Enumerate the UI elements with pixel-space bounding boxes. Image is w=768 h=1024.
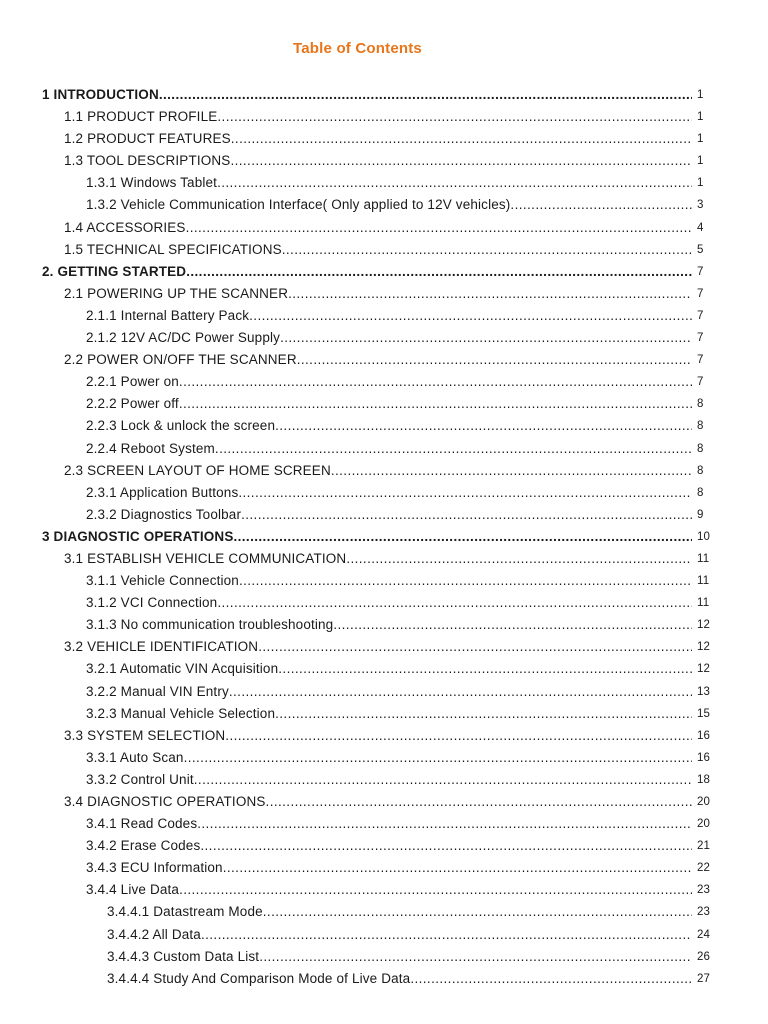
toc-entry-label: 2.1 POWERING UP THE SCANNER — [64, 285, 289, 301]
toc-page-number: 15 — [697, 707, 711, 720]
table-of-contents — [0, 84, 768, 990]
toc-entry[interactable] — [0, 482, 768, 504]
toc-entry[interactable] — [0, 791, 768, 813]
toc-entry-label: 3.4.3 ECU Information — [86, 860, 223, 876]
dot-leader — [179, 879, 692, 901]
dot-leader — [331, 460, 692, 482]
toc-entry[interactable] — [0, 150, 768, 172]
toc-entry[interactable] — [0, 835, 768, 857]
dot-leader — [179, 371, 692, 393]
dot-leader — [238, 482, 692, 504]
dot-leader — [510, 194, 692, 216]
toc-page-number: 26 — [697, 950, 711, 963]
toc-entry-text — [64, 725, 692, 747]
toc-entry[interactable] — [0, 614, 768, 636]
toc-entry-text — [86, 570, 692, 592]
dot-leader — [186, 217, 692, 239]
toc-page-number: 1 — [697, 89, 704, 101]
toc-entry[interactable] — [0, 857, 768, 879]
toc-page-number: 1 — [697, 177, 704, 190]
toc-entry-label: 2.2.2 Power off — [86, 396, 179, 412]
toc-entry[interactable] — [0, 879, 768, 901]
toc-page-number: 1 — [697, 133, 704, 146]
toc-entry-label: 3.4.4.4 Study And Comparison Mode of Live Data — [107, 970, 411, 986]
toc-page-number: 10 — [697, 530, 711, 543]
toc-entry[interactable] — [0, 393, 768, 415]
toc-page-number: 7 — [697, 287, 704, 300]
toc-page-number: 7 — [697, 265, 704, 278]
toc-page-number: 11 — [697, 575, 710, 588]
toc-page-number: 8 — [697, 398, 704, 411]
toc-entry[interactable] — [0, 438, 768, 460]
toc-page-number: 1 — [697, 155, 704, 168]
dot-leader — [197, 813, 692, 835]
toc-entry-label: 3.4.4.3 Custom Data List — [107, 948, 260, 964]
dot-leader — [282, 239, 692, 261]
toc-entry-label: 1.5 TECHNICAL SPECIFICATIONS — [64, 241, 282, 257]
toc-page-number: 8 — [697, 442, 704, 455]
toc-entry-text — [64, 239, 692, 261]
toc-entry-text — [86, 482, 692, 504]
toc-entry-text — [64, 283, 692, 305]
dot-leader — [410, 968, 692, 990]
toc-entry-text — [86, 194, 692, 216]
toc-entry[interactable] — [0, 283, 768, 305]
toc-entry-label: 3.2.3 Manual Vehicle Selection — [86, 705, 276, 721]
toc-entry-label: 2.3 SCREEN LAYOUT OF HOME SCREEN — [64, 462, 331, 478]
toc-entry-label: 3.2.1 Automatic VIN Acquisition — [86, 661, 279, 677]
dot-leader — [201, 924, 692, 946]
toc-entry[interactable] — [0, 349, 768, 371]
toc-entry-label: 2.2 POWER ON/OFF THE SCANNER — [64, 352, 297, 368]
dot-leader — [223, 857, 692, 879]
toc-entry-text — [86, 681, 692, 703]
dot-leader — [215, 438, 692, 460]
toc-entry-text — [86, 703, 692, 725]
toc-entry-text — [86, 504, 692, 526]
toc-entry[interactable] — [0, 172, 768, 194]
toc-page-number: 7 — [697, 332, 704, 345]
dot-leader — [186, 261, 692, 283]
dot-leader — [217, 592, 692, 614]
toc-entry[interactable] — [0, 415, 768, 437]
toc-entry[interactable] — [0, 901, 768, 923]
toc-entry[interactable] — [0, 725, 768, 747]
dot-leader — [233, 526, 692, 548]
toc-entry[interactable] — [0, 636, 768, 658]
toc-page-number: 12 — [697, 641, 711, 654]
toc-entry-text — [86, 327, 692, 349]
toc-entry-text — [42, 84, 692, 106]
dot-leader — [159, 84, 692, 106]
toc-entry-label: 2.2.4 Reboot System — [86, 440, 215, 456]
toc-entry-label: 3.4.4 Live Data — [86, 882, 180, 898]
toc-entry-text — [64, 217, 692, 239]
toc-entry-label: 2. GETTING STARTED — [42, 263, 187, 279]
toc-entry[interactable] — [0, 769, 768, 791]
toc-entry-label: 2.2.3 Lock & unlock the screen — [86, 418, 276, 434]
toc-entry-text — [86, 769, 692, 791]
toc-entry[interactable] — [0, 261, 768, 283]
toc-page-number: 13 — [697, 685, 711, 698]
toc-page-number: 7 — [697, 376, 704, 389]
dot-leader — [194, 769, 692, 791]
toc-entry-label: 1 INTRODUCTION — [42, 87, 159, 102]
toc-entry-label: 1.1 PRODUCT PROFILE — [64, 109, 218, 125]
dot-leader — [280, 327, 692, 349]
toc-entry-text — [86, 857, 692, 879]
dot-leader — [278, 658, 692, 680]
toc-entry-text — [42, 526, 692, 548]
dot-leader — [217, 106, 692, 128]
toc-entry[interactable] — [0, 570, 768, 592]
toc-entry-text — [107, 968, 692, 990]
toc-entry-text — [86, 172, 692, 194]
toc-entry[interactable] — [0, 946, 768, 968]
dot-leader — [346, 548, 692, 570]
toc-entry[interactable] — [0, 460, 768, 482]
toc-page-number: 16 — [697, 751, 711, 764]
toc-entry-text — [86, 614, 692, 636]
dot-leader — [184, 747, 692, 769]
dot-leader — [258, 636, 692, 658]
dot-leader — [333, 614, 692, 636]
toc-entry-label: 1.3.1 Windows Tablet — [86, 175, 218, 191]
dot-leader — [275, 415, 692, 437]
toc-page-number: 12 — [697, 663, 711, 676]
toc-entry-text — [64, 460, 692, 482]
toc-entry-label: 3.1 ESTABLISH VEHICLE COMMUNICATION — [64, 550, 347, 566]
toc-page-number: 7 — [697, 309, 704, 322]
toc-page-number: 24 — [697, 928, 711, 941]
toc-entry-label: 3.1.1 Vehicle Connection — [86, 573, 239, 589]
toc-entry-text — [64, 636, 692, 658]
toc-page-number: 20 — [697, 818, 711, 831]
toc-page-number: 21 — [697, 840, 711, 853]
toc-page-number: 20 — [697, 796, 711, 808]
dot-leader — [231, 128, 692, 150]
toc-page-number: 8 — [697, 464, 704, 477]
toc-page-number: 16 — [697, 729, 711, 742]
toc-page-number: 3 — [697, 199, 704, 212]
toc-entry[interactable] — [0, 217, 768, 239]
toc-entry[interactable] — [0, 106, 768, 128]
dot-leader — [179, 393, 692, 415]
toc-entry-label: 1.3.2 Vehicle Communication Interface( Only applied to 12V vehicles) — [86, 197, 511, 213]
toc-page-number: 18 — [697, 773, 711, 786]
dot-leader — [239, 570, 692, 592]
toc-entry-text — [86, 879, 692, 901]
page-title: Table of Contents — [293, 40, 422, 57]
dot-leader — [266, 791, 692, 813]
toc-entry-text — [64, 128, 692, 150]
toc-entry-label: 3.1.2 VCI Connection — [86, 595, 218, 611]
toc-entry-text — [107, 901, 692, 923]
toc-entry[interactable] — [0, 813, 768, 835]
toc-page-number: 4 — [697, 221, 704, 234]
toc-page-number: 8 — [697, 420, 704, 433]
toc-page-number: 11 — [697, 552, 710, 565]
toc-entry-text — [64, 106, 692, 128]
toc-entry-text — [86, 747, 692, 769]
toc-entry-text — [42, 261, 692, 283]
toc-entry[interactable] — [0, 681, 768, 703]
toc-entry-label: 2.3.1 Application Buttons — [86, 484, 239, 500]
toc-entry-label: 1.3 TOOL DESCRIPTIONS — [64, 153, 231, 169]
toc-entry-label: 3.4.1 Read Codes — [86, 816, 198, 832]
toc-page-number: 22 — [697, 862, 711, 875]
toc-entry-text — [86, 371, 692, 393]
dot-leader — [225, 725, 692, 747]
toc-entry-text — [86, 393, 692, 415]
toc-entry[interactable] — [0, 305, 768, 327]
toc-entry-text — [86, 658, 692, 680]
toc-entry[interactable] — [0, 747, 768, 769]
toc-page-number: 23 — [697, 884, 711, 897]
toc-entry-label: 3.3 SYSTEM SELECTION — [64, 727, 226, 743]
dot-leader — [249, 305, 692, 327]
toc-entry[interactable] — [0, 968, 768, 990]
toc-page-number: 1 — [697, 111, 704, 124]
toc-entry[interactable] — [0, 371, 768, 393]
toc-page-number: 11 — [697, 597, 710, 610]
toc-entry-text — [86, 415, 692, 437]
toc-entry-label: 3.1.3 No communication troubleshooting — [86, 617, 334, 633]
toc-page-number: 9 — [697, 508, 704, 521]
toc-entry-label: 3.4.4.1 Datastream Mode — [107, 904, 263, 920]
toc-page-number: 23 — [697, 906, 711, 919]
toc-entry-text — [107, 924, 692, 946]
toc-entry[interactable] — [0, 239, 768, 261]
toc-entry[interactable] — [0, 703, 768, 725]
toc-page-number: 5 — [697, 243, 704, 256]
toc-entry-label: 1.4 ACCESSORIES — [64, 219, 186, 235]
toc-entry[interactable] — [0, 84, 768, 106]
toc-entry-text — [86, 835, 692, 857]
toc-entry-text — [86, 305, 692, 327]
toc-entry[interactable] — [0, 327, 768, 349]
toc-entry[interactable] — [0, 924, 768, 946]
dot-leader — [288, 283, 692, 305]
toc-entry-text — [86, 438, 692, 460]
toc-entry-label: 2.2.1 Power on — [86, 374, 179, 390]
toc-entry-label: 3.2 VEHICLE IDENTIFICATION — [64, 639, 259, 655]
toc-entry-label: 3 DIAGNOSTIC OPERATIONS — [42, 528, 234, 544]
toc-entry-label: 2.1.1 Internal Battery Pack — [86, 307, 250, 323]
toc-entry-text — [86, 813, 692, 835]
toc-entry-text — [64, 349, 692, 371]
toc-entry-label: 1.2 PRODUCT FEATURES — [64, 131, 231, 147]
toc-entry-label: 3.3.2 Control Unit — [86, 771, 194, 787]
toc-entry-text — [64, 150, 692, 172]
toc-page-number: 12 — [697, 619, 711, 632]
toc-entry-label: 2.3.2 Diagnostics Toolbar — [86, 506, 242, 522]
toc-entry-text — [107, 946, 692, 968]
toc-entry-label: 2.1.2 12V AC/DC Power Supply — [86, 330, 281, 346]
toc-page-number: 8 — [697, 486, 704, 499]
dot-leader — [230, 150, 692, 172]
toc-entry[interactable] — [0, 592, 768, 614]
toc-page-number: 27 — [697, 972, 711, 985]
toc-entry[interactable] — [0, 548, 768, 570]
toc-entry[interactable] — [0, 194, 768, 216]
toc-entry-text — [64, 548, 692, 570]
dot-leader — [241, 504, 692, 526]
toc-entry[interactable] — [0, 504, 768, 526]
toc-entry-label: 3.4.2 Erase Codes — [86, 838, 201, 854]
toc-entry-text — [64, 791, 692, 813]
dot-leader — [259, 946, 692, 968]
dot-leader — [297, 349, 692, 371]
toc-entry-label: 3.2.2 Manual VIN Entry — [86, 683, 229, 699]
toc-page-number: 7 — [697, 354, 704, 367]
toc-entry-label: 3.4 DIAGNOSTIC OPERATIONS — [64, 794, 266, 809]
dot-leader — [275, 703, 692, 725]
dot-leader — [217, 172, 692, 194]
dot-leader — [229, 681, 692, 703]
toc-entry[interactable] — [0, 526, 768, 548]
toc-entry-label: 3.4.4.2 All Data — [107, 926, 201, 942]
toc-entry[interactable] — [0, 128, 768, 150]
dot-leader — [263, 901, 692, 923]
toc-entry-label: 3.3.1 Auto Scan — [86, 749, 184, 765]
dot-leader — [200, 835, 692, 857]
toc-entry-text — [86, 592, 692, 614]
toc-entry[interactable] — [0, 658, 768, 680]
